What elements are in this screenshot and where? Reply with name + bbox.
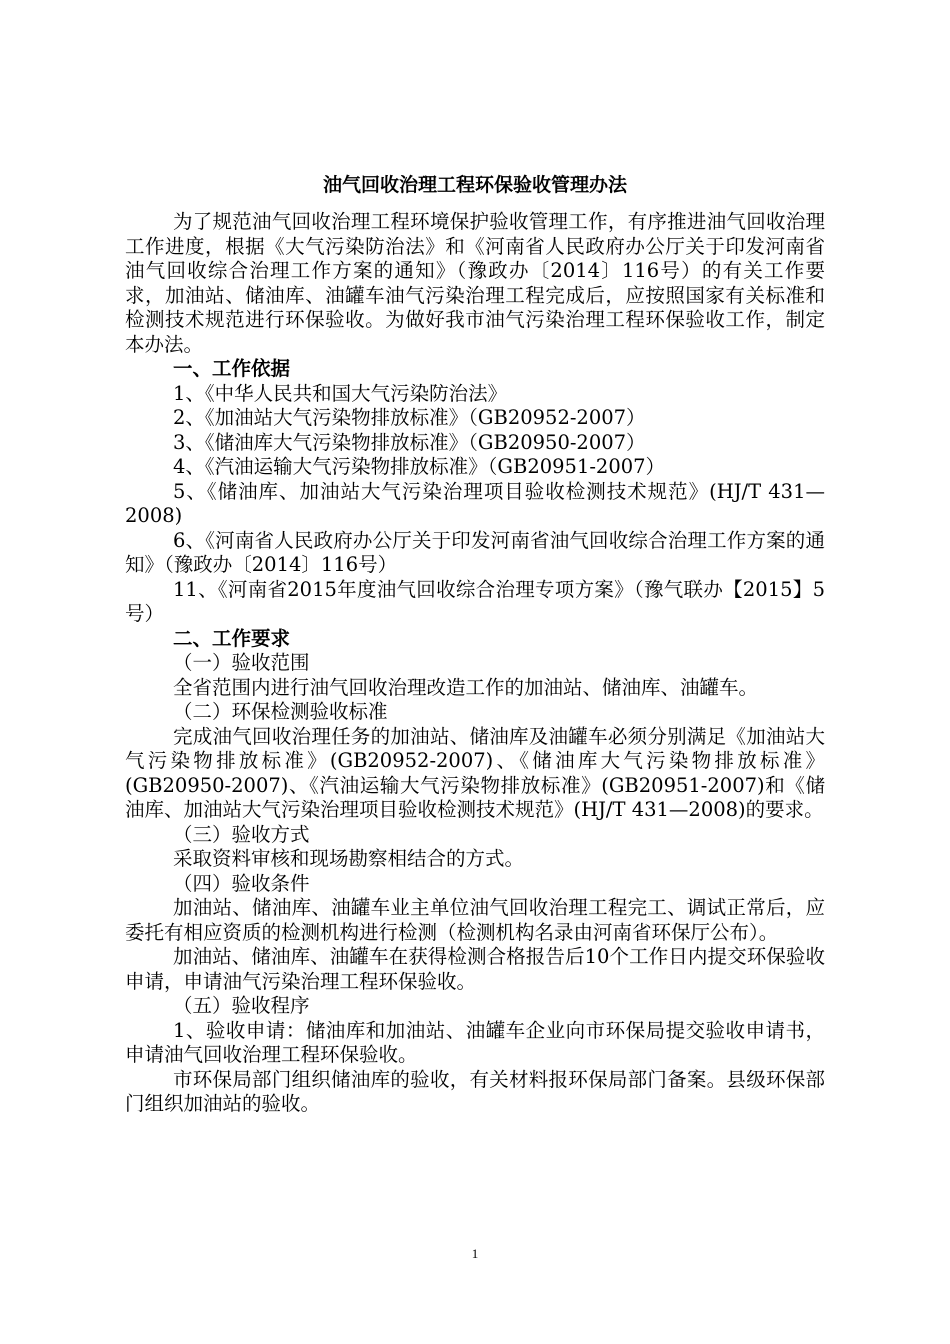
body-paragraph: 市环保局部门组织储油库的验收，有关材料报环保局部门备案。县级环保部门组织加油站的验收。 [125,1067,825,1115]
subsection-heading: （二）环保检测验收标准 [173,700,388,723]
section-heading-requirements: 二、工作要求 [173,626,291,650]
section-heading-basis: 一、工作依据 [173,357,291,380]
basis-item: 6、《河南省人民政府办公厅关于印发河南省油气回收综合治理工作方案的通知》（豫政办〔2014〕116号） [125,528,825,576]
page-number: 1 [471,1246,479,1261]
subsection-heading: （三）验收方式 [173,822,310,846]
body-paragraph: 采取资料审核和现场勘察相结合的方式。 [173,847,525,870]
document-body [125,210,825,1117]
body-paragraph: 全省范围内进行油气回收治理改造工作的加油站、储油库、油罐车。 [173,675,759,699]
intro-paragraph: 为了规范油气回收治理工程环境保护验收管理工作，有序推进油气回收治理工作进度，根据《大气污染防治法》和《河南省人民政府办公厅关于印发河南省油气回收综合治理工作方案的通知》（豫政办〔2014〕116号）的有关工作要求，加油站、储油库、油罐车油气污染治理工程完成后，应按照国家有关标准和检测技术规范进行环保验收。为做好我市油气污染治理工程环保验收工作，制定本办法。 [125,210,825,356]
document-title: 油气回收治理工程环保验收管理办法 [322,174,627,196]
body-paragraph: 完成油气回收治理任务的加油站、储油库及油罐车必须分别满足《加油站大气污染物排放标准》(GB20952-2007)、《储油库大气污染物排放标准》(GB20950-2007)、《汽油运输大气污染物排放标准》(GB20951-2007)和《储油库、加油站大气污染治理项目验收检测技术规范》(HJ/T 431—2008)的要求。 [125,724,825,821]
body-paragraph: 加油站、储油库、油罐车在获得检测合格报告后10个工作日内提交环保验收申请，申请油气污染治理工程环保验收。 [125,945,825,993]
subsection-heading: （一）验收范围 [173,651,310,674]
basis-item: 3、《储油库大气污染物排放标准》（GB20950-2007） [173,430,646,454]
body-paragraph: 1、验收申请：储油库和加油站、油罐车企业向市环保局提交验收申请书，申请油气回收治理工程环保验收。 [125,1018,825,1066]
basis-item: 4、《汽油运输大气污染物排放标准》（GB20951-2007） [173,455,666,478]
subsection-heading: （四）验收条件 [173,871,310,895]
basis-item: 1、《中华人民共和国大气污染防治法》 [173,381,508,405]
basis-item: 5、《储油库、加油站大气污染治理项目验收检测技术规范》(HJ/T 431—2008) [125,479,825,527]
basis-item: 11、《河南省2015年度油气回收综合治理专项方案》（豫气联办【2015】5号） [125,577,825,625]
basis-item: 2、《加油站大气污染物排放标准》（GB20952-2007） [173,406,646,429]
body-paragraph: 加油站、储油库、油罐车业主单位油气回收治理工程完工、调试正常后，应委托有相应资质的检测机构进行检测（检测机构名录由河南省环保厅公布）。 [125,896,825,944]
subsection-heading: （五）验收程序 [173,994,310,1017]
